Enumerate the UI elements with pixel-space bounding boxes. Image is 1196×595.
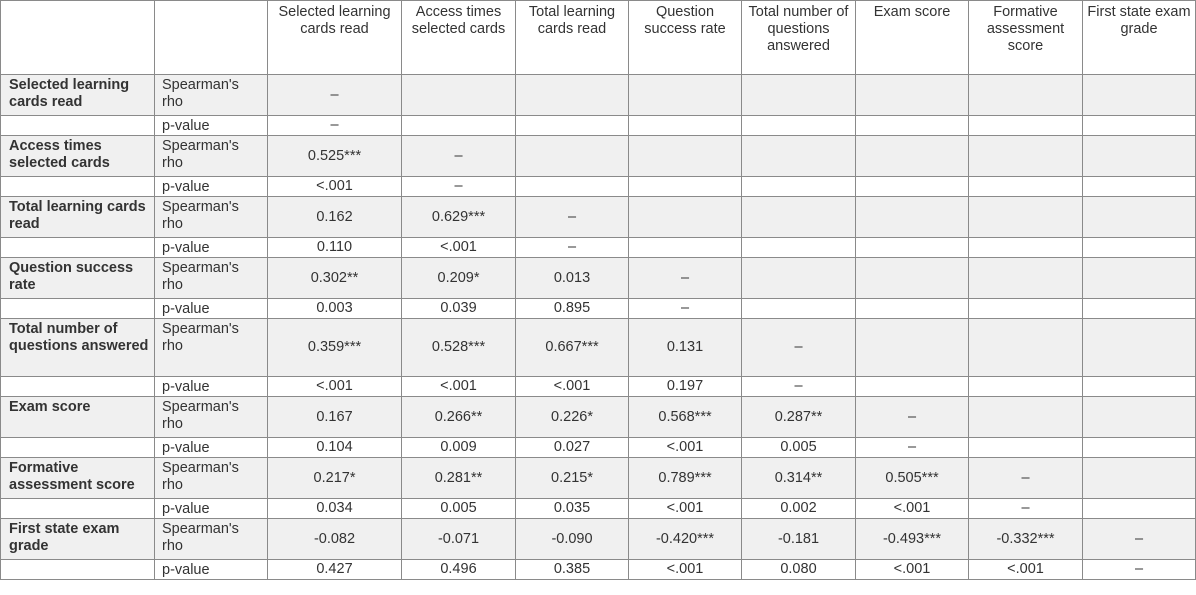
pvalue-cell: [969, 299, 1083, 319]
pvalue-cell: [629, 116, 742, 136]
rho-cell: [856, 136, 969, 177]
rho-cell: -0.082: [268, 519, 402, 560]
row-label: Total learning cards read: [1, 197, 155, 238]
statistic-label: p-value: [155, 116, 268, 136]
statistic-label: Spearman's rho: [155, 258, 268, 299]
rho-cell: –: [629, 258, 742, 299]
row-label-blank: [1, 499, 155, 519]
pvalue-cell: [856, 299, 969, 319]
column-header: Total learning cards read: [516, 1, 629, 75]
pvalue-cell: [742, 177, 856, 197]
row-label: Question success rate: [1, 258, 155, 299]
pvalue-cell: <.001: [856, 560, 969, 580]
row-label: Selected learning cards read: [1, 75, 155, 116]
row-label-blank: [1, 377, 155, 397]
rho-cell: 0.209*: [402, 258, 516, 299]
pvalue-cell: <.001: [969, 560, 1083, 580]
row-label-blank: [1, 299, 155, 319]
rho-cell: 0.314**: [742, 458, 856, 499]
rho-cell: 0.359***: [268, 319, 402, 377]
statistic-label: Spearman's rho: [155, 519, 268, 560]
rho-cell: 0.217*: [268, 458, 402, 499]
pvalue-cell: [629, 238, 742, 258]
pvalue-cell: 0.009: [402, 438, 516, 458]
rho-cell: [629, 75, 742, 116]
rho-cell: -0.332***: [969, 519, 1083, 560]
rho-cell: 0.226*: [516, 397, 629, 438]
pvalue-cell: [969, 438, 1083, 458]
pvalue-cell: [1083, 299, 1196, 319]
rho-cell: [402, 75, 516, 116]
pvalue-cell: [969, 116, 1083, 136]
pvalue-cell: 0.385: [516, 560, 629, 580]
pvalue-cell: 0.895: [516, 299, 629, 319]
table-row-pvalue: [1, 238, 1196, 258]
statistic-label: Spearman's rho: [155, 75, 268, 116]
rho-cell: [629, 136, 742, 177]
rho-cell: [1083, 258, 1196, 299]
row-label-blank: [1, 238, 155, 258]
rho-cell: [856, 319, 969, 377]
pvalue-cell: [1083, 499, 1196, 519]
pvalue-cell: –: [969, 499, 1083, 519]
statistic-label: p-value: [155, 177, 268, 197]
row-label: Exam score: [1, 397, 155, 438]
rho-cell: [742, 197, 856, 238]
rho-cell: 0.667***: [516, 319, 629, 377]
pvalue-cell: –: [516, 238, 629, 258]
column-header: Access times selected cards: [402, 1, 516, 75]
pvalue-cell: <.001: [516, 377, 629, 397]
table-row-rho: [1, 75, 1196, 116]
statistic-label: p-value: [155, 499, 268, 519]
rho-cell: [856, 197, 969, 238]
table-row-pvalue: [1, 116, 1196, 136]
rho-cell: [1083, 458, 1196, 499]
pvalue-cell: [742, 238, 856, 258]
pvalue-cell: 0.005: [742, 438, 856, 458]
rho-cell: [742, 75, 856, 116]
rho-cell: 0.167: [268, 397, 402, 438]
pvalue-cell: 0.003: [268, 299, 402, 319]
pvalue-cell: [516, 177, 629, 197]
pvalue-cell: [856, 377, 969, 397]
rho-cell: [969, 197, 1083, 238]
pvalue-cell: [402, 116, 516, 136]
column-header: Formative assessment score: [969, 1, 1083, 75]
pvalue-cell: [516, 116, 629, 136]
table-row-rho: [1, 319, 1196, 377]
rho-cell: –: [402, 136, 516, 177]
table-row-rho: [1, 197, 1196, 238]
rho-cell: 0.528***: [402, 319, 516, 377]
row-label-blank: [1, 438, 155, 458]
pvalue-cell: –: [629, 299, 742, 319]
rho-cell: 0.131: [629, 319, 742, 377]
pvalue-cell: [856, 177, 969, 197]
rho-cell: 0.505***: [856, 458, 969, 499]
rho-cell: –: [742, 319, 856, 377]
rho-cell: [969, 397, 1083, 438]
rho-cell: -0.181: [742, 519, 856, 560]
table-row-pvalue: [1, 377, 1196, 397]
pvalue-cell: 0.427: [268, 560, 402, 580]
rho-cell: [969, 75, 1083, 116]
table-row-rho: [1, 397, 1196, 438]
rho-cell: 0.266**: [402, 397, 516, 438]
pvalue-cell: <.001: [268, 177, 402, 197]
rho-cell: 0.287**: [742, 397, 856, 438]
rho-cell: -0.090: [516, 519, 629, 560]
pvalue-cell: –: [1083, 560, 1196, 580]
table-row-rho: [1, 458, 1196, 499]
rho-cell: [1083, 319, 1196, 377]
pvalue-cell: <.001: [268, 377, 402, 397]
rho-cell: 0.525***: [268, 136, 402, 177]
pvalue-cell: <.001: [629, 499, 742, 519]
pvalue-cell: –: [856, 438, 969, 458]
statistic-label: p-value: [155, 560, 268, 580]
statistic-label: Spearman's rho: [155, 319, 268, 377]
rho-cell: 0.215*: [516, 458, 629, 499]
rho-cell: –: [516, 197, 629, 238]
column-header: Total number of questions answered: [742, 1, 856, 75]
rho-cell: –: [969, 458, 1083, 499]
table-row-pvalue: [1, 560, 1196, 580]
header-corner-cell: [1, 1, 155, 75]
column-header: Question success rate: [629, 1, 742, 75]
pvalue-cell: –: [742, 377, 856, 397]
table-row-rho: [1, 136, 1196, 177]
rho-cell: [742, 136, 856, 177]
rho-cell: –: [856, 397, 969, 438]
pvalue-cell: 0.035: [516, 499, 629, 519]
header-row: [1, 1, 1196, 75]
pvalue-cell: [742, 116, 856, 136]
pvalue-cell: [629, 177, 742, 197]
rho-cell: -0.071: [402, 519, 516, 560]
rho-cell: [969, 258, 1083, 299]
rho-cell: [969, 136, 1083, 177]
table-row-rho: [1, 519, 1196, 560]
rho-cell: 0.281**: [402, 458, 516, 499]
pvalue-cell: [969, 238, 1083, 258]
rho-cell: [856, 75, 969, 116]
pvalue-cell: 0.039: [402, 299, 516, 319]
pvalue-cell: [969, 177, 1083, 197]
pvalue-cell: 0.197: [629, 377, 742, 397]
rho-cell: [516, 75, 629, 116]
row-label: First state exam grade: [1, 519, 155, 560]
row-label: Total number of questions answered: [1, 319, 155, 377]
row-label: Access times selected cards: [1, 136, 155, 177]
rho-cell: -0.420***: [629, 519, 742, 560]
rho-cell: [742, 258, 856, 299]
pvalue-cell: <.001: [629, 438, 742, 458]
rho-cell: –: [268, 75, 402, 116]
column-header: Exam score: [856, 1, 969, 75]
row-label-blank: [1, 177, 155, 197]
table-row-pvalue: [1, 299, 1196, 319]
pvalue-cell: 0.002: [742, 499, 856, 519]
pvalue-cell: [742, 299, 856, 319]
rho-cell: [1083, 75, 1196, 116]
table-row-rho: [1, 258, 1196, 299]
pvalue-cell: [1083, 377, 1196, 397]
pvalue-cell: [1083, 438, 1196, 458]
row-label: Formative assessment score: [1, 458, 155, 499]
table-row-pvalue: [1, 499, 1196, 519]
pvalue-cell: [856, 116, 969, 136]
rho-cell: 0.629***: [402, 197, 516, 238]
pvalue-cell: 0.496: [402, 560, 516, 580]
column-header: First state exam grade: [1083, 1, 1196, 75]
statistic-label: p-value: [155, 438, 268, 458]
statistic-label: Spearman's rho: [155, 136, 268, 177]
pvalue-cell: <.001: [856, 499, 969, 519]
rho-cell: 0.789***: [629, 458, 742, 499]
rho-cell: 0.162: [268, 197, 402, 238]
row-label-blank: [1, 116, 155, 136]
pvalue-cell: [1083, 177, 1196, 197]
pvalue-cell: <.001: [629, 560, 742, 580]
rho-cell: [1083, 197, 1196, 238]
rho-cell: -0.493***: [856, 519, 969, 560]
pvalue-cell: [1083, 238, 1196, 258]
statistic-label: Spearman's rho: [155, 458, 268, 499]
rho-cell: –: [1083, 519, 1196, 560]
table-body: [1, 75, 1196, 580]
pvalue-cell: <.001: [402, 377, 516, 397]
header-corner-cell: [155, 1, 268, 75]
pvalue-cell: 0.080: [742, 560, 856, 580]
rho-cell: [629, 197, 742, 238]
pvalue-cell: 0.104: [268, 438, 402, 458]
pvalue-cell: [969, 377, 1083, 397]
rho-cell: [856, 258, 969, 299]
statistic-label: p-value: [155, 238, 268, 258]
rho-cell: 0.568***: [629, 397, 742, 438]
rho-cell: 0.013: [516, 258, 629, 299]
rho-cell: [1083, 136, 1196, 177]
table-row-pvalue: [1, 177, 1196, 197]
column-header: Selected learning cards read: [268, 1, 402, 75]
statistic-label: Spearman's rho: [155, 197, 268, 238]
pvalue-cell: 0.034: [268, 499, 402, 519]
row-label-blank: [1, 560, 155, 580]
pvalue-cell: <.001: [402, 238, 516, 258]
rho-cell: [969, 319, 1083, 377]
table-row-pvalue: [1, 438, 1196, 458]
pvalue-cell: [1083, 116, 1196, 136]
statistic-label: p-value: [155, 299, 268, 319]
rho-cell: [516, 136, 629, 177]
pvalue-cell: 0.005: [402, 499, 516, 519]
pvalue-cell: [856, 238, 969, 258]
rho-cell: [1083, 397, 1196, 438]
statistic-label: Spearman's rho: [155, 397, 268, 438]
pvalue-cell: –: [268, 116, 402, 136]
pvalue-cell: 0.027: [516, 438, 629, 458]
rho-cell: 0.302**: [268, 258, 402, 299]
pvalue-cell: –: [402, 177, 516, 197]
pvalue-cell: 0.110: [268, 238, 402, 258]
statistic-label: p-value: [155, 377, 268, 397]
